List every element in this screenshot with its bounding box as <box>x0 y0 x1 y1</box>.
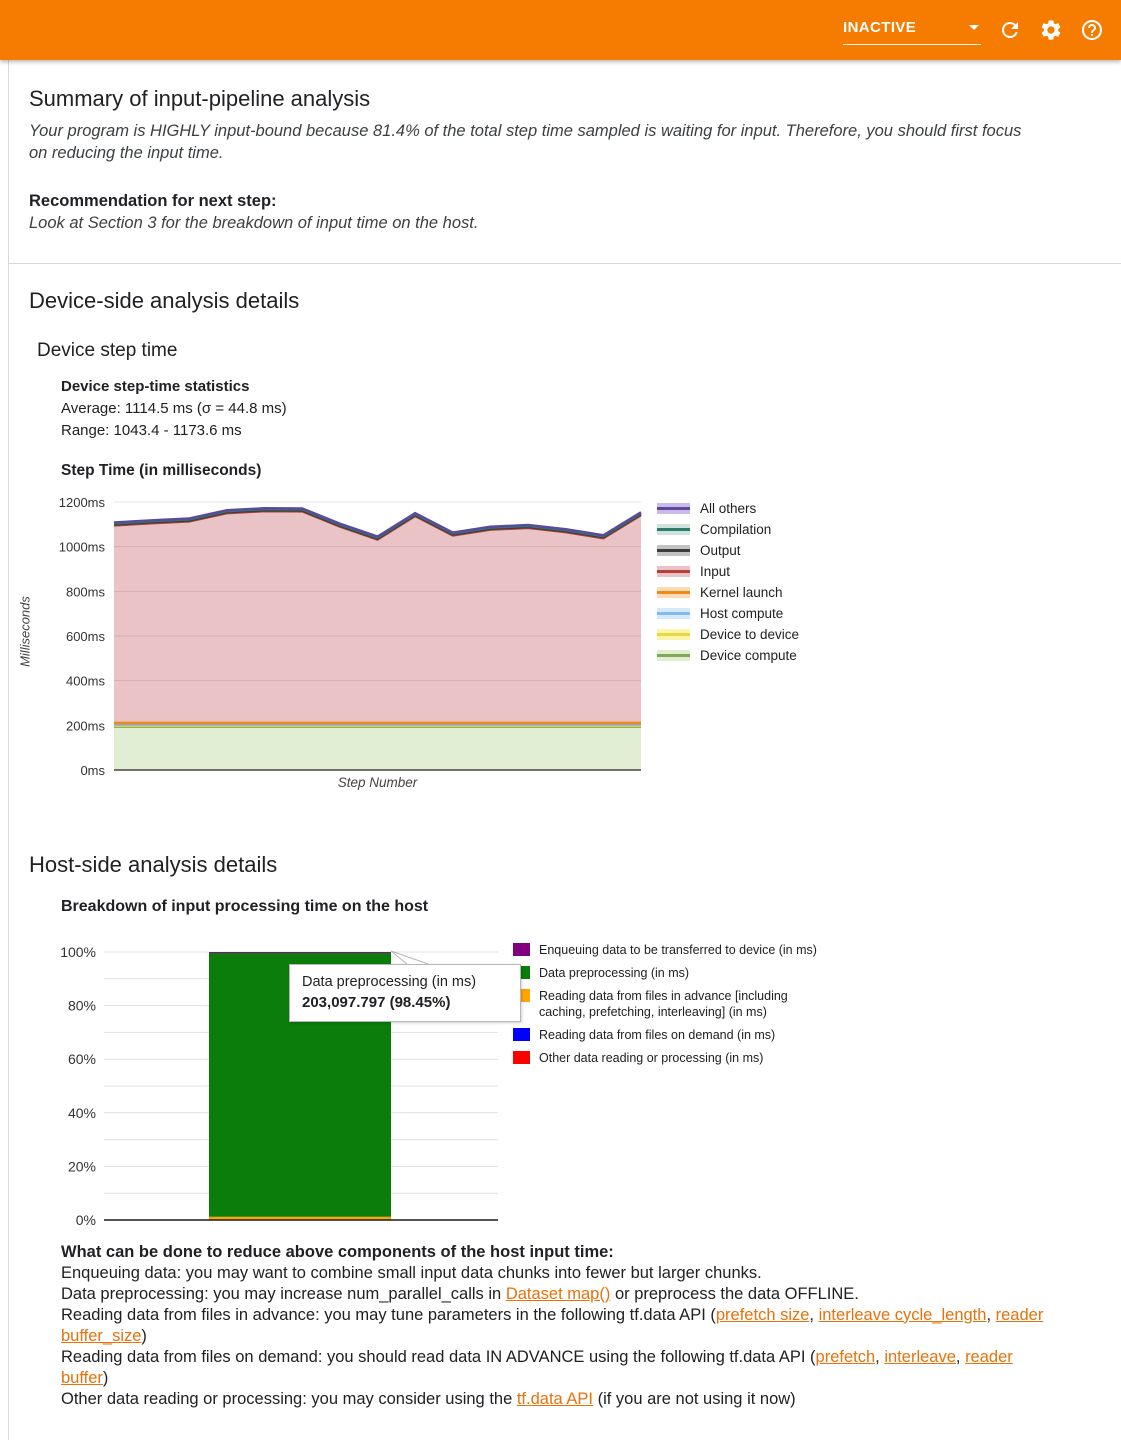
legend-item <box>657 519 799 540</box>
legend-item <box>657 582 799 603</box>
legend-label: All others <box>700 500 757 516</box>
bar-segment-0 <box>209 952 391 953</box>
legend-label: Host compute <box>700 605 784 621</box>
device-chart-plot <box>29 486 689 798</box>
link-prefetch-size[interactable]: prefetch size <box>715 1305 810 1324</box>
legend-item <box>657 540 799 561</box>
recommendation-text: Look at Section 3 for the breakdown of input time on the host. <box>29 213 479 232</box>
host-breakdown-chart <box>61 936 1101 1238</box>
axis-tick-label: 1000ms <box>58 539 105 555</box>
tooltip-callout <box>383 945 433 965</box>
advice-lines <box>61 1263 1053 1410</box>
content-card <box>8 60 1121 1440</box>
legend-item <box>657 645 799 666</box>
legend-label: Reading data from files on demand (in ms) <box>539 1027 776 1042</box>
stats-range: Range: 1043.4 - 1173.6 ms <box>61 421 242 439</box>
summary-section <box>9 60 1121 264</box>
legend-label: Device to device <box>700 626 800 642</box>
link-prefetch[interactable]: prefetch <box>815 1347 876 1366</box>
summary-text: Your program is HIGHLY input-bound because 81.4% of the total step time sampled is waiting for input. Therefore, you should first focus on reducing the input time. <box>29 122 1022 162</box>
x-axis-title: Step Number <box>337 774 418 790</box>
axis-tick-label: 80% <box>67 997 96 1014</box>
axis-tick-label: 200ms <box>65 717 105 733</box>
legend-swatch <box>657 629 690 640</box>
app-header <box>0 0 1121 60</box>
legend-swatch <box>657 566 690 577</box>
legend-item <box>657 561 799 582</box>
legend-label: Kernel launch <box>700 584 783 600</box>
device-step-time-stats <box>61 376 1101 442</box>
tooltip-label: Data preprocessing (in ms) <box>302 973 477 990</box>
legend-swatch <box>657 524 690 535</box>
device-chart-title: Step Time (in milliseconds) <box>61 461 262 479</box>
legend-swatch <box>513 1051 530 1064</box>
recommendation-heading: Recommendation for next step: <box>29 191 277 210</box>
advice-line: Other data reading or processing: you may consider using the tf.data API (if you are not using it now) <box>61 1389 796 1408</box>
link-interleave-cycle-length[interactable]: interleave cycle_length <box>818 1305 987 1324</box>
legend-item <box>513 1027 831 1043</box>
legend-swatch <box>657 503 690 514</box>
axis-tick-label: 20% <box>67 1157 96 1174</box>
legend-label: Input <box>700 563 731 579</box>
axis-tick-label: 400ms <box>65 673 105 689</box>
legend-swatch <box>657 650 690 661</box>
chart-tooltip <box>289 964 521 1022</box>
host-advice <box>61 1242 1053 1410</box>
help-icon <box>1080 18 1104 42</box>
device-step-time-chart <box>17 486 1101 806</box>
device-step-time-subtitle: Device step time <box>37 339 178 361</box>
axis-tick-label: 100% <box>61 943 96 960</box>
axis-tick-label: 800ms <box>65 583 105 599</box>
advice-line: Data preprocessing: you may increase num_parallel_calls in Dataset map() or preprocess the data OFFLINE. <box>61 1284 859 1303</box>
legend-item <box>513 988 831 1020</box>
link-reader-buffer-size[interactable]: reader buffer_size <box>61 1305 1044 1345</box>
axis-tick-label: 40% <box>67 1104 96 1121</box>
settings-button[interactable] <box>1038 17 1064 43</box>
link-interleave[interactable]: interleave <box>884 1347 956 1366</box>
device-chart-legend <box>657 498 799 666</box>
run-status-select[interactable] <box>843 16 981 45</box>
device-section-title: Device-side analysis details <box>29 287 300 313</box>
advice-line: Enqueuing data: you may want to combine small input data chunks into fewer but larger chunks. <box>61 1263 762 1282</box>
legend-item <box>513 965 831 981</box>
stats-heading: Device step-time statistics <box>61 377 250 395</box>
link-reader-buffer[interactable]: reader buffer <box>61 1347 1013 1387</box>
axis-tick-label: 60% <box>67 1050 96 1067</box>
legend-item <box>657 603 799 624</box>
legend-swatch <box>513 943 530 956</box>
advice-line: Reading data from files on demand: you should read data IN ADVANCE using the following tf.data API (prefetch, interleave, reader buffer) <box>61 1347 1013 1387</box>
legend-swatch <box>657 608 690 619</box>
legend-label: Enqueuing data to be transferred to device (in ms) <box>539 942 817 957</box>
legend-swatch <box>657 587 690 598</box>
host-chart-title: Breakdown of input processing time on the host <box>61 897 429 915</box>
series-area-device-compute <box>114 726 641 769</box>
legend-label: Device compute <box>700 647 797 663</box>
series-area-input <box>114 511 641 723</box>
refresh-button[interactable] <box>997 17 1023 43</box>
stats-average: Average: 1114.5 ms (σ = 44.8 ms) <box>61 399 287 417</box>
legend-swatch <box>513 1028 530 1041</box>
legend-label: Data preprocessing (in ms) <box>539 965 690 980</box>
link-tf-data-api[interactable]: tf.data API <box>516 1389 593 1408</box>
device-section <box>9 264 1121 842</box>
legend-label: Output <box>700 542 741 558</box>
gear-icon <box>1039 18 1063 42</box>
advice-line: Reading data from files in advance: you may tune parameters in the following tf.data API (prefetch size, interleave cycle_length, reader buffer_size) <box>61 1305 1044 1345</box>
host-section <box>9 842 1121 1440</box>
axis-tick-label: 600ms <box>65 628 105 644</box>
page-title: Summary of input-pipeline analysis <box>29 86 371 111</box>
chevron-down-icon <box>969 25 979 30</box>
legend-item <box>657 498 799 519</box>
axis-tick-label: 0ms <box>80 762 105 778</box>
axis-tick-label: 1200ms <box>58 494 105 510</box>
host-section-title: Host-side analysis details <box>29 851 278 877</box>
legend-swatch <box>657 545 690 556</box>
legend-label: Reading data from files in advance [including caching, prefetching, interleaving] (in ms) <box>539 988 788 1019</box>
help-button[interactable] <box>1079 17 1105 43</box>
legend-label: Compilation <box>700 521 772 537</box>
run-status-value: INACTIVE <box>843 19 917 36</box>
legend-label: Other data reading or processing (in ms) <box>539 1050 764 1065</box>
tooltip-value: 203,097.797 (98.45%) <box>302 993 451 1011</box>
legend-item <box>657 624 799 645</box>
legend-item <box>513 942 831 958</box>
advice-heading: What can be done to reduce above components of the host input time: <box>61 1242 614 1261</box>
link-dataset-map-[interactable]: Dataset map() <box>505 1284 611 1303</box>
axis-tick-label: 0% <box>75 1211 96 1228</box>
legend-item <box>513 1050 831 1066</box>
refresh-icon <box>998 18 1022 42</box>
host-chart-legend <box>513 942 831 1073</box>
y-axis-title: Milliseconds <box>17 595 33 667</box>
